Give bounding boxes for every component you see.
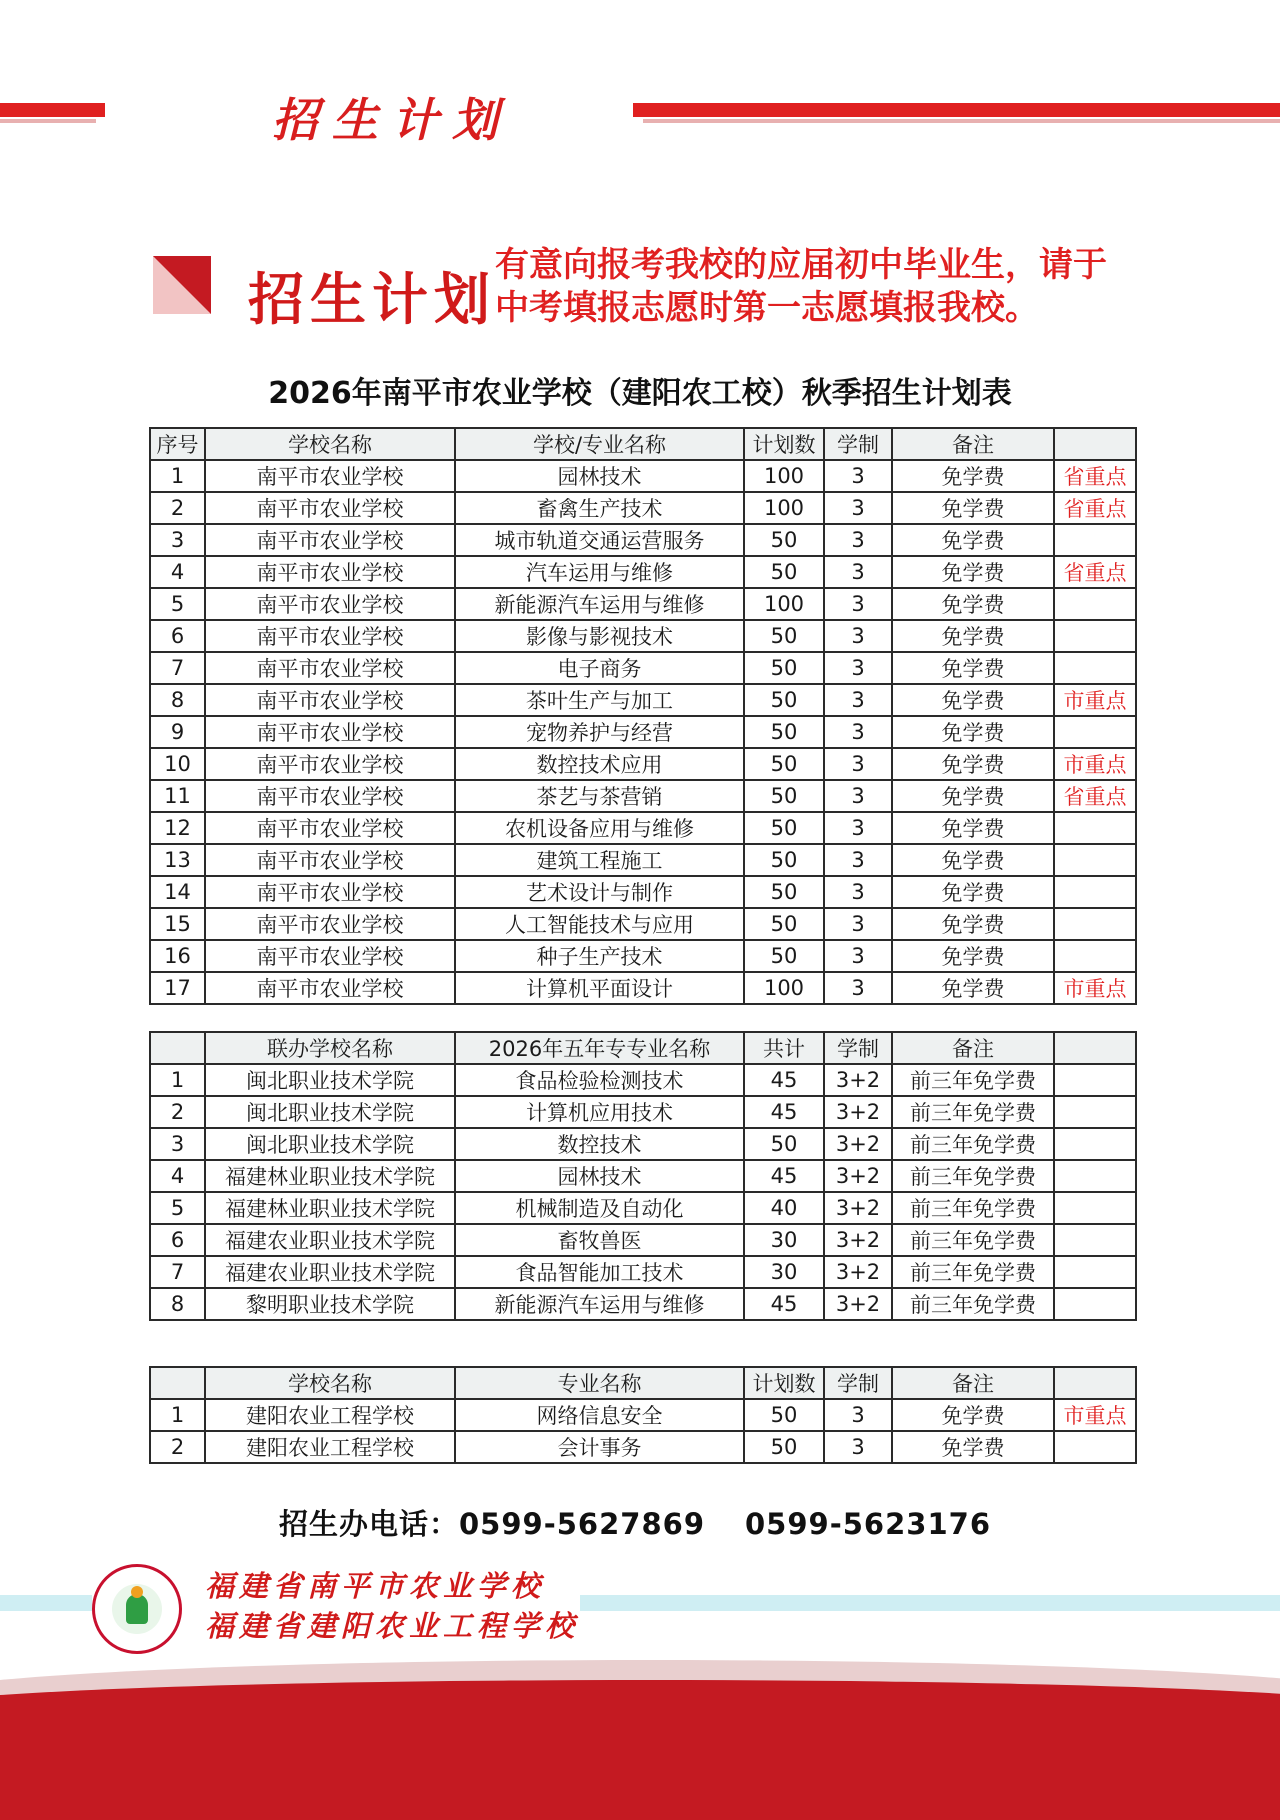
cell-remark: 免学费 <box>892 524 1054 556</box>
cell-remark: 免学费 <box>892 588 1054 620</box>
cell-plan-count: 100 <box>744 460 824 492</box>
cell-school-name: 南平市农业学校 <box>205 876 455 908</box>
cell-plan-count: 50 <box>744 684 824 716</box>
header-school-name: 联办学校名称 <box>205 1032 455 1064</box>
cell-major-name: 建筑工程施工 <box>455 844 744 876</box>
cell-major-name: 新能源汽车运用与维修 <box>455 588 744 620</box>
table-row <box>150 588 1136 620</box>
cell-key-flag: 市重点 <box>1054 684 1136 716</box>
cell-duration: 3+2 <box>824 1096 892 1128</box>
header-index <box>150 1032 205 1064</box>
cell-index: 4 <box>150 1160 205 1192</box>
cell-index: 7 <box>150 1256 205 1288</box>
table-row <box>150 684 1136 716</box>
header-remark: 备注 <box>892 428 1054 460</box>
cell-duration: 3 <box>824 684 892 716</box>
cell-index: 3 <box>150 1128 205 1160</box>
cell-remark: 前三年免学费 <box>892 1256 1054 1288</box>
cell-major-name: 网络信息安全 <box>455 1399 744 1431</box>
table-row <box>150 748 1136 780</box>
cell-duration: 3 <box>824 972 892 1004</box>
cell-index: 1 <box>150 1064 205 1096</box>
cell-school-name: 南平市农业学校 <box>205 972 455 1004</box>
cell-plan-count: 50 <box>744 652 824 684</box>
cell-duration: 3 <box>824 908 892 940</box>
cell-school-name: 南平市农业学校 <box>205 780 455 812</box>
top-banner-stripe-left-shadow <box>0 119 96 123</box>
header-index: 序号 <box>150 428 205 460</box>
cell-plan-count: 50 <box>744 620 824 652</box>
cell-major-name: 会计事务 <box>455 1431 744 1463</box>
header-remark: 备注 <box>892 1032 1054 1064</box>
top-banner-stripe-right <box>633 103 1280 117</box>
table-row <box>150 1160 1136 1192</box>
footer-band-left <box>0 1595 92 1611</box>
cell-major-name: 食品检验检测技术 <box>455 1064 744 1096</box>
cell-remark: 前三年免学费 <box>892 1096 1054 1128</box>
cell-duration: 3 <box>824 492 892 524</box>
cell-major-name: 宠物养护与经营 <box>455 716 744 748</box>
table-row <box>150 780 1136 812</box>
cell-plan-count: 50 <box>744 1128 824 1160</box>
cell-plan-count: 45 <box>744 1064 824 1096</box>
plan-table <box>149 427 1137 1005</box>
cell-school-name: 南平市农业学校 <box>205 652 455 684</box>
table-row <box>150 1399 1136 1431</box>
cell-major-name: 电子商务 <box>455 652 744 684</box>
cell-school-name: 福建农业职业技术学院 <box>205 1256 455 1288</box>
cell-plan-count: 40 <box>744 1192 824 1224</box>
cell-index: 1 <box>150 460 205 492</box>
cell-remark: 免学费 <box>892 844 1054 876</box>
cell-key-flag: 市重点 <box>1054 1399 1136 1431</box>
table-row <box>150 876 1136 908</box>
cell-remark: 前三年免学费 <box>892 1128 1054 1160</box>
cell-major-name: 种子生产技术 <box>455 940 744 972</box>
cell-plan-count: 100 <box>744 492 824 524</box>
cell-remark: 免学费 <box>892 1399 1054 1431</box>
cell-duration: 3+2 <box>824 1256 892 1288</box>
section-triangle-icon <box>153 256 211 314</box>
cell-remark: 前三年免学费 <box>892 1224 1054 1256</box>
cell-remark: 免学费 <box>892 748 1054 780</box>
cell-duration: 3 <box>824 716 892 748</box>
cell-index: 15 <box>150 908 205 940</box>
cell-duration: 3+2 <box>824 1288 892 1320</box>
cell-duration: 3 <box>824 620 892 652</box>
phone-number-1: 0599-5627869 <box>459 1507 705 1541</box>
table-row <box>150 1064 1136 1096</box>
cell-school-name: 闽北职业技术学院 <box>205 1096 455 1128</box>
cell-major-name: 茶艺与茶营销 <box>455 780 744 812</box>
table-title: 2026年南平市农业学校（建阳农工校）秋季招生计划表 <box>268 376 1012 411</box>
intro-line-2: 中考填报志愿时第一志愿填报我校。 <box>495 288 1039 328</box>
school-logo-dot <box>131 1586 143 1598</box>
table-row <box>150 940 1136 972</box>
cell-plan-count: 30 <box>744 1256 824 1288</box>
cell-key-flag <box>1054 876 1136 908</box>
top-banner-stripe-right-shadow <box>643 119 1280 123</box>
cell-index: 10 <box>150 748 205 780</box>
cell-remark: 免学费 <box>892 716 1054 748</box>
cell-remark: 前三年免学费 <box>892 1288 1054 1320</box>
school-name-2: 福建省建阳农业工程学校 <box>205 1609 580 1643</box>
cell-school-name: 黎明职业技术学院 <box>205 1288 455 1320</box>
cell-duration: 3 <box>824 1431 892 1463</box>
cell-school-name: 南平市农业学校 <box>205 940 455 972</box>
cell-key-flag <box>1054 716 1136 748</box>
cell-major-name: 数控技术 <box>455 1128 744 1160</box>
cell-remark: 前三年免学费 <box>892 1160 1054 1192</box>
cell-index: 12 <box>150 812 205 844</box>
cell-major-name: 畜禽生产技术 <box>455 492 744 524</box>
school-name-1: 福建省南平市农业学校 <box>205 1569 546 1603</box>
table-row <box>150 908 1136 940</box>
header-key-flag <box>1054 1367 1136 1399</box>
cell-school-name: 南平市农业学校 <box>205 556 455 588</box>
cell-duration: 3 <box>824 844 892 876</box>
cell-school-name: 南平市农业学校 <box>205 748 455 780</box>
table-row <box>150 1224 1136 1256</box>
cell-duration: 3 <box>824 652 892 684</box>
cell-remark: 免学费 <box>892 460 1054 492</box>
cell-plan-count: 50 <box>744 940 824 972</box>
cell-major-name: 园林技术 <box>455 1160 744 1192</box>
cell-remark: 免学费 <box>892 1431 1054 1463</box>
cell-remark: 免学费 <box>892 684 1054 716</box>
header-duration: 学制 <box>824 1032 892 1064</box>
cell-plan-count: 50 <box>744 716 824 748</box>
cell-plan-count: 50 <box>744 844 824 876</box>
table-row <box>150 1192 1136 1224</box>
header-major-name: 学校/专业名称 <box>455 428 744 460</box>
cell-key-flag: 省重点 <box>1054 780 1136 812</box>
cell-plan-count: 50 <box>744 812 824 844</box>
cell-duration: 3 <box>824 748 892 780</box>
cell-index: 7 <box>150 652 205 684</box>
cell-major-name: 畜牧兽医 <box>455 1224 744 1256</box>
cell-major-name: 计算机平面设计 <box>455 972 744 1004</box>
cell-index: 16 <box>150 940 205 972</box>
header-school-name: 学校名称 <box>205 1367 455 1399</box>
cell-plan-count: 50 <box>744 908 824 940</box>
cell-school-name: 建阳农业工程学校 <box>205 1431 455 1463</box>
banner-title: 招生计划 <box>272 93 512 147</box>
cell-plan-count: 50 <box>744 524 824 556</box>
cell-major-name: 食品智能加工技术 <box>455 1256 744 1288</box>
table-row <box>150 844 1136 876</box>
cell-school-name: 南平市农业学校 <box>205 908 455 940</box>
cell-key-flag <box>1054 620 1136 652</box>
table-row <box>150 1128 1136 1160</box>
cell-index: 6 <box>150 620 205 652</box>
cell-plan-count: 45 <box>744 1160 824 1192</box>
cell-key-flag <box>1054 588 1136 620</box>
cell-duration: 3 <box>824 460 892 492</box>
cell-key-flag <box>1054 1064 1136 1096</box>
cell-index: 4 <box>150 556 205 588</box>
bottom-wave-red <box>0 1680 1280 1820</box>
cell-index: 8 <box>150 684 205 716</box>
cell-index: 11 <box>150 780 205 812</box>
table-row <box>150 652 1136 684</box>
cell-school-name: 南平市农业学校 <box>205 460 455 492</box>
admission-phone <box>0 1502 1280 1543</box>
cell-key-flag <box>1054 908 1136 940</box>
table-header-row <box>150 428 1136 460</box>
cell-duration: 3 <box>824 876 892 908</box>
cell-school-name: 闽北职业技术学院 <box>205 1064 455 1096</box>
cell-school-name: 南平市农业学校 <box>205 588 455 620</box>
cell-major-name: 汽车运用与维修 <box>455 556 744 588</box>
cell-plan-count: 50 <box>744 876 824 908</box>
cell-index: 5 <box>150 588 205 620</box>
cell-major-name: 人工智能技术与应用 <box>455 908 744 940</box>
header-remark: 备注 <box>892 1367 1054 1399</box>
header-major-name: 专业名称 <box>455 1367 744 1399</box>
cell-plan-count: 50 <box>744 1399 824 1431</box>
cell-key-flag <box>1054 1192 1136 1224</box>
cell-index: 2 <box>150 492 205 524</box>
cell-plan-count: 45 <box>744 1096 824 1128</box>
cell-duration: 3 <box>824 524 892 556</box>
cell-duration: 3 <box>824 1399 892 1431</box>
cell-key-flag <box>1054 1256 1136 1288</box>
top-banner-stripe-left <box>0 103 105 117</box>
cell-school-name: 南平市农业学校 <box>205 812 455 844</box>
cell-index: 17 <box>150 972 205 1004</box>
cell-key-flag: 市重点 <box>1054 748 1136 780</box>
table-row <box>150 620 1136 652</box>
cell-school-name: 南平市农业学校 <box>205 620 455 652</box>
cell-remark: 免学费 <box>892 556 1054 588</box>
cell-index: 9 <box>150 716 205 748</box>
cell-major-name: 艺术设计与制作 <box>455 876 744 908</box>
cell-major-name: 茶叶生产与加工 <box>455 684 744 716</box>
table-header-row <box>150 1032 1136 1064</box>
table-row <box>150 1096 1136 1128</box>
cell-key-flag: 省重点 <box>1054 492 1136 524</box>
cell-school-name: 南平市农业学校 <box>205 524 455 556</box>
cell-key-flag <box>1054 1288 1136 1320</box>
cell-key-flag <box>1054 524 1136 556</box>
cell-school-name: 南平市农业学校 <box>205 684 455 716</box>
cell-key-flag <box>1054 812 1136 844</box>
intro-line-1: 有意向报考我校的应届初中毕业生，请于 <box>495 245 1107 285</box>
footer-band-right <box>580 1595 1280 1611</box>
cell-plan-count: 45 <box>744 1288 824 1320</box>
cell-key-flag: 市重点 <box>1054 972 1136 1004</box>
cell-remark: 免学费 <box>892 780 1054 812</box>
header-plan-count: 计划数 <box>744 1367 824 1399</box>
cell-remark: 免学费 <box>892 940 1054 972</box>
table-row <box>150 1256 1136 1288</box>
cell-remark: 免学费 <box>892 652 1054 684</box>
cell-plan-count: 50 <box>744 1431 824 1463</box>
cell-remark: 免学费 <box>892 876 1054 908</box>
header-major-name: 2026年五年专专业名称 <box>455 1032 744 1064</box>
cell-remark: 免学费 <box>892 492 1054 524</box>
cell-remark: 免学费 <box>892 972 1054 1004</box>
cell-major-name: 园林技术 <box>455 460 744 492</box>
cell-school-name: 南平市农业学校 <box>205 492 455 524</box>
cell-remark: 前三年免学费 <box>892 1192 1054 1224</box>
cell-index: 8 <box>150 1288 205 1320</box>
cell-duration: 3+2 <box>824 1224 892 1256</box>
cell-index: 2 <box>150 1096 205 1128</box>
section-title: 招生计划 <box>248 268 496 333</box>
cell-remark: 免学费 <box>892 812 1054 844</box>
header-key-flag <box>1054 1032 1136 1064</box>
header-key-flag <box>1054 428 1136 460</box>
cell-index: 1 <box>150 1399 205 1431</box>
cell-duration: 3+2 <box>824 1064 892 1096</box>
header-duration: 学制 <box>824 428 892 460</box>
cell-major-name: 新能源汽车运用与维修 <box>455 1288 744 1320</box>
cell-major-name: 计算机应用技术 <box>455 1096 744 1128</box>
table-row <box>150 812 1136 844</box>
cell-duration: 3 <box>824 940 892 972</box>
cell-index: 2 <box>150 1431 205 1463</box>
cell-index: 13 <box>150 844 205 876</box>
cell-duration: 3+2 <box>824 1160 892 1192</box>
cell-plan-count: 50 <box>744 556 824 588</box>
cell-school-name: 福建林业职业技术学院 <box>205 1192 455 1224</box>
cell-major-name: 影像与影视技术 <box>455 620 744 652</box>
cell-plan-count: 100 <box>744 972 824 1004</box>
cell-major-name: 城市轨道交通运营服务 <box>455 524 744 556</box>
cell-duration: 3+2 <box>824 1128 892 1160</box>
joint-program-table <box>149 1031 1137 1321</box>
table-row <box>150 492 1136 524</box>
cell-major-name: 数控技术应用 <box>455 748 744 780</box>
cell-key-flag <box>1054 844 1136 876</box>
jianyang-table <box>149 1366 1137 1464</box>
cell-plan-count: 100 <box>744 588 824 620</box>
cell-plan-count: 30 <box>744 1224 824 1256</box>
cell-remark: 免学费 <box>892 620 1054 652</box>
school-logo-mark <box>126 1594 148 1624</box>
cell-school-name: 南平市农业学校 <box>205 716 455 748</box>
cell-key-flag <box>1054 1096 1136 1128</box>
cell-school-name: 闽北职业技术学院 <box>205 1128 455 1160</box>
header-plan-count: 计划数 <box>744 428 824 460</box>
cell-key-flag <box>1054 1431 1136 1463</box>
cell-index: 5 <box>150 1192 205 1224</box>
cell-key-flag: 省重点 <box>1054 556 1136 588</box>
cell-key-flag <box>1054 1160 1136 1192</box>
intro-text <box>495 244 1107 330</box>
table-row <box>150 716 1136 748</box>
cell-duration: 3+2 <box>824 1192 892 1224</box>
cell-key-flag: 省重点 <box>1054 460 1136 492</box>
cell-major-name: 机械制造及自动化 <box>455 1192 744 1224</box>
cell-plan-count: 50 <box>744 780 824 812</box>
cell-key-flag <box>1054 1224 1136 1256</box>
cell-school-name: 福建林业职业技术学院 <box>205 1160 455 1192</box>
header-school-name: 学校名称 <box>205 428 455 460</box>
phone-number-2: 0599-5623176 <box>745 1507 991 1541</box>
table-row <box>150 1288 1136 1320</box>
table-row <box>150 460 1136 492</box>
header-duration: 学制 <box>824 1367 892 1399</box>
table-row <box>150 972 1136 1004</box>
phone-label: 招生办电话： <box>278 1507 459 1541</box>
cell-key-flag <box>1054 940 1136 972</box>
cell-duration: 3 <box>824 812 892 844</box>
cell-duration: 3 <box>824 780 892 812</box>
cell-key-flag <box>1054 1128 1136 1160</box>
table-header-row <box>150 1367 1136 1399</box>
cell-plan-count: 50 <box>744 748 824 780</box>
cell-duration: 3 <box>824 588 892 620</box>
cell-key-flag <box>1054 652 1136 684</box>
cell-major-name: 农机设备应用与维修 <box>455 812 744 844</box>
cell-index: 14 <box>150 876 205 908</box>
cell-index: 3 <box>150 524 205 556</box>
header-index <box>150 1367 205 1399</box>
cell-remark: 免学费 <box>892 908 1054 940</box>
cell-remark: 前三年免学费 <box>892 1064 1054 1096</box>
cell-school-name: 建阳农业工程学校 <box>205 1399 455 1431</box>
table-row <box>150 556 1136 588</box>
school-names <box>205 1566 579 1646</box>
cell-school-name: 南平市农业学校 <box>205 844 455 876</box>
cell-duration: 3 <box>824 556 892 588</box>
header-plan-count: 共计 <box>744 1032 824 1064</box>
cell-index: 6 <box>150 1224 205 1256</box>
table-row <box>150 1431 1136 1463</box>
cell-school-name: 福建农业职业技术学院 <box>205 1224 455 1256</box>
table-row <box>150 524 1136 556</box>
